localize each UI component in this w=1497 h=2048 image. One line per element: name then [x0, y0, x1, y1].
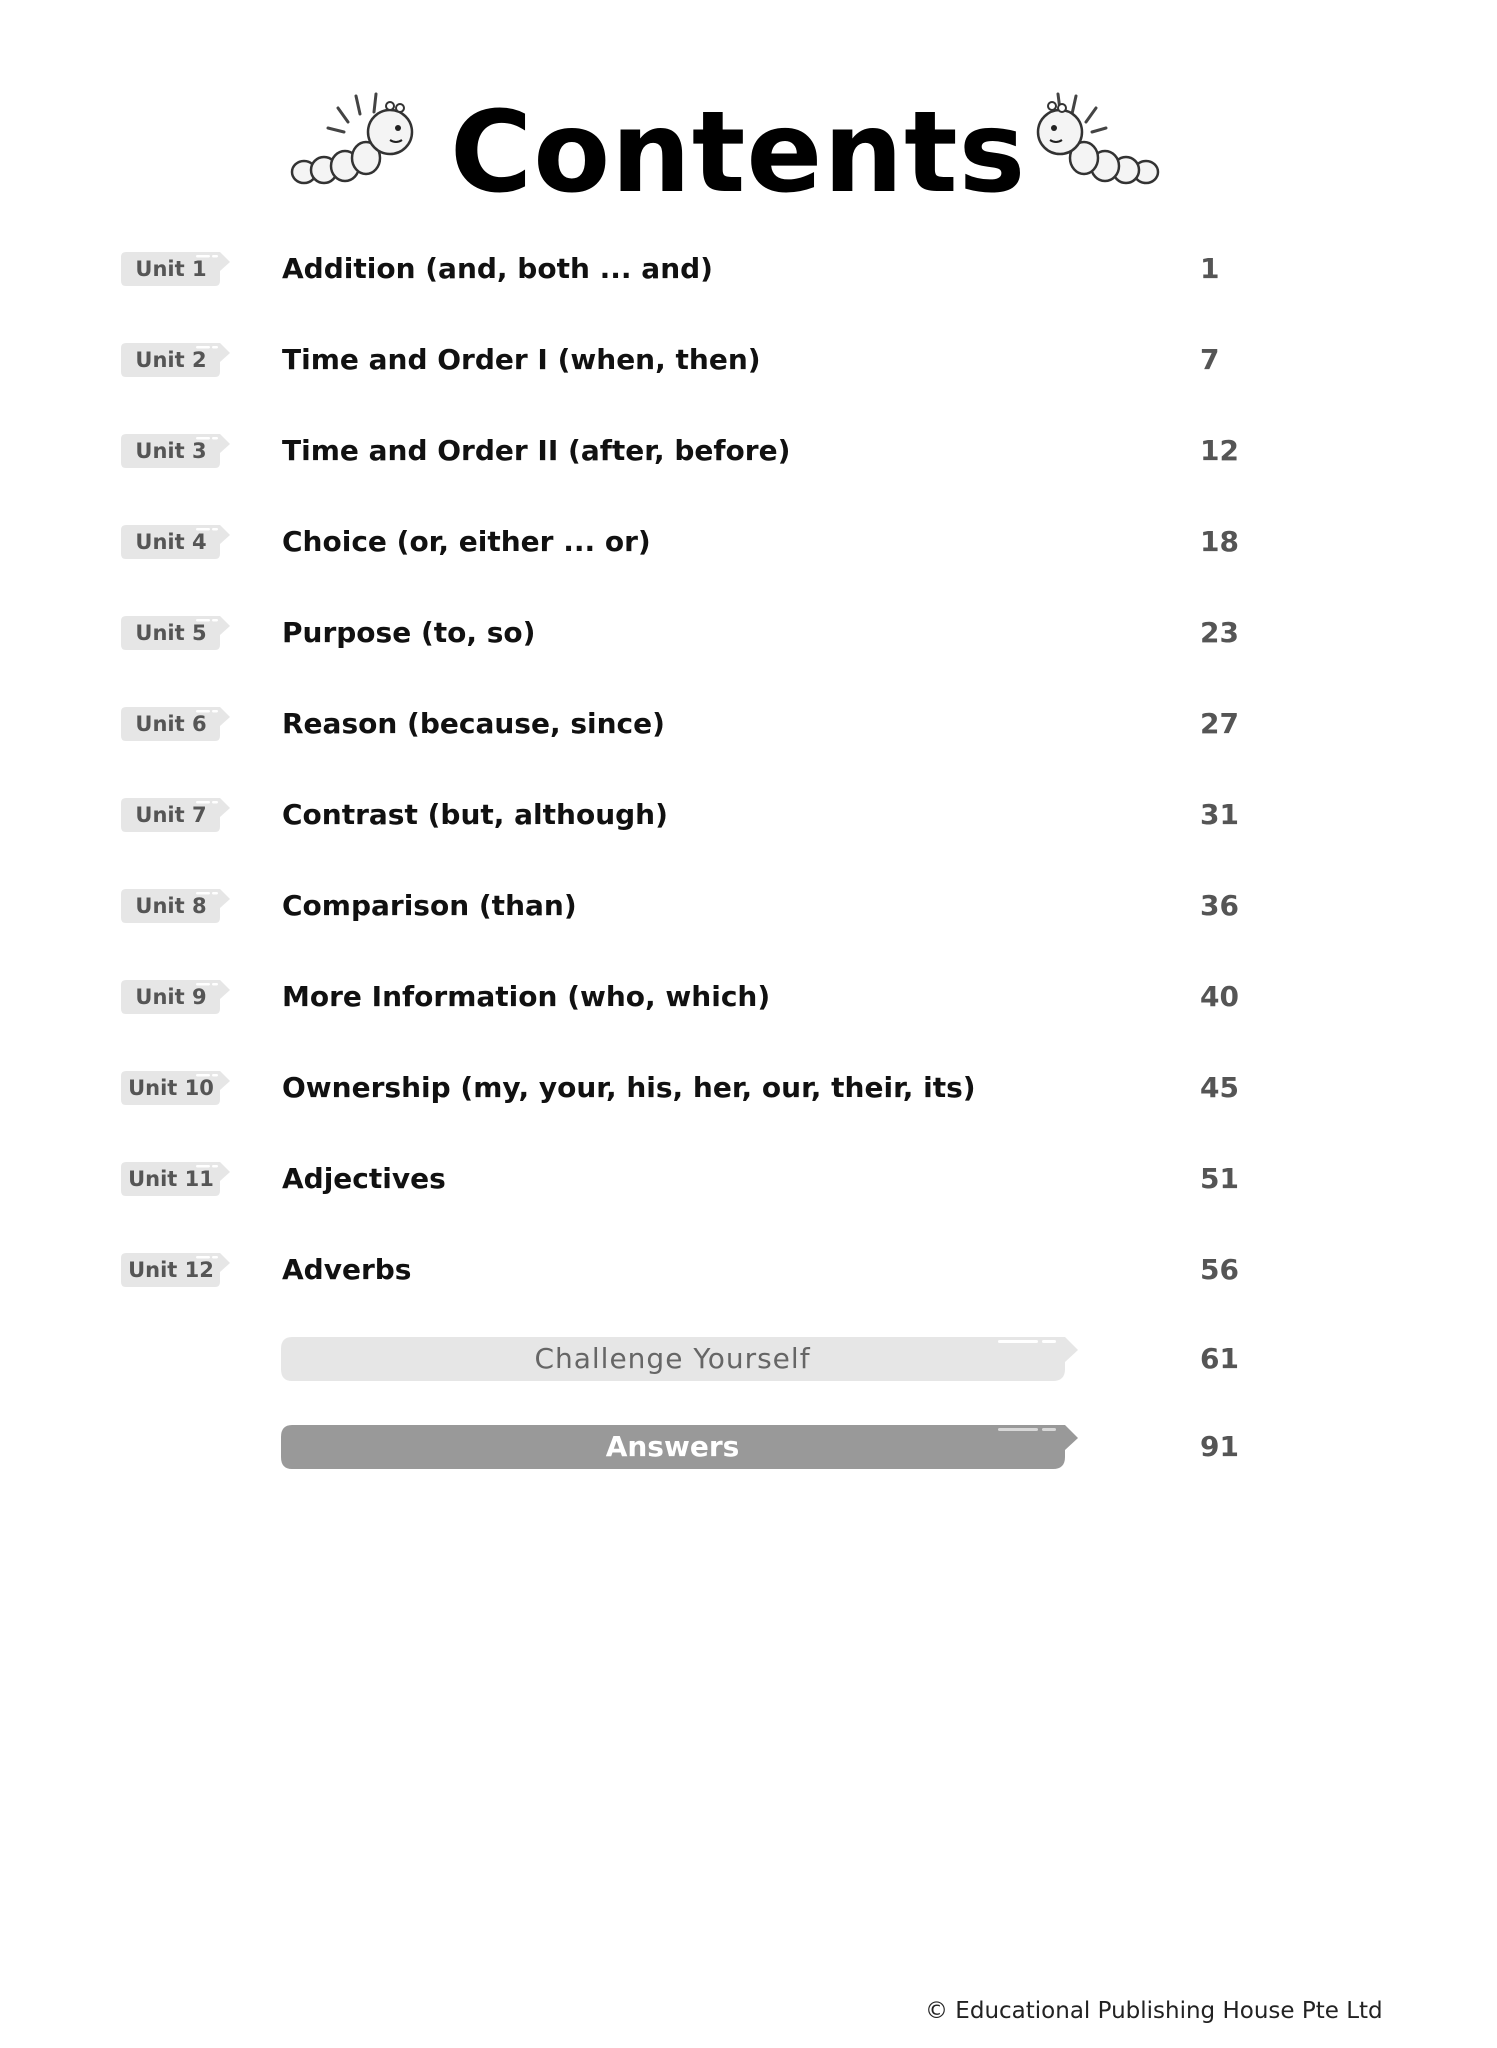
unit-number: Unit 6 [135, 712, 207, 736]
contents-row[interactable] [0, 421, 1497, 481]
unit-title: Time and Order I (when, then) [282, 343, 761, 376]
answers-page-number: 91 [1200, 1430, 1239, 1463]
unit-tab [120, 1252, 232, 1288]
unit-number: Unit 5 [135, 621, 207, 645]
unit-number: Unit 1 [135, 257, 207, 281]
unit-tab [120, 797, 232, 833]
contents-row[interactable] [0, 876, 1497, 936]
unit-number: Unit 12 [128, 1258, 214, 1282]
unit-number: Unit 11 [128, 1167, 214, 1191]
unit-title: Choice (or, either ... or) [282, 525, 651, 558]
contents-row[interactable] [0, 330, 1497, 390]
unit-number: Unit 10 [128, 1076, 214, 1100]
unit-title: Purpose (to, so) [282, 616, 536, 649]
unit-tab [120, 433, 232, 469]
unit-page-number: 51 [1200, 1162, 1239, 1195]
title-row [0, 88, 1497, 218]
contents-row[interactable] [0, 785, 1497, 845]
unit-page-number: 23 [1200, 616, 1239, 649]
unit-page-number: 7 [1200, 343, 1220, 376]
unit-page-number: 56 [1200, 1253, 1239, 1286]
unit-tab [120, 1070, 232, 1106]
contents-row[interactable] [0, 694, 1497, 754]
contents-row[interactable] [0, 967, 1497, 1027]
unit-page-number: 40 [1200, 980, 1239, 1013]
unit-title: Addition (and, both ... and) [282, 252, 713, 285]
copyright-notice: © Educational Publishing House Pte Ltd [925, 1998, 1383, 2024]
caterpillar-icon [290, 88, 420, 198]
unit-number: Unit 8 [135, 894, 207, 918]
unit-title: Ownership (my, your, his, her, our, their, its) [282, 1071, 976, 1104]
unit-title: More Information (who, which) [282, 980, 771, 1013]
challenge-label: Challenge Yourself [534, 1342, 811, 1375]
answers-entry[interactable] [280, 1424, 1080, 1470]
unit-page-number: 36 [1200, 889, 1239, 922]
unit-title: Adverbs [282, 1253, 412, 1286]
unit-tab [120, 524, 232, 560]
caterpillar-icon [1030, 88, 1160, 198]
unit-tab [120, 1161, 232, 1197]
unit-title: Contrast (but, although) [282, 798, 668, 831]
unit-title: Comparison (than) [282, 889, 577, 922]
unit-page-number: 1 [1200, 252, 1220, 285]
contents-row[interactable] [0, 1058, 1497, 1118]
challenge-page-number: 61 [1200, 1342, 1239, 1375]
contents-row[interactable] [0, 1240, 1497, 1300]
unit-tab [120, 615, 232, 651]
unit-page-number: 45 [1200, 1071, 1239, 1104]
unit-number: Unit 7 [135, 803, 207, 827]
unit-tab [120, 706, 232, 742]
contents-row[interactable] [0, 603, 1497, 663]
unit-page-number: 12 [1200, 434, 1239, 467]
contents-row[interactable] [0, 1149, 1497, 1209]
unit-number: Unit 4 [135, 530, 207, 554]
unit-title: Adjectives [282, 1162, 446, 1195]
unit-title: Time and Order II (after, before) [282, 434, 791, 467]
unit-page-number: 27 [1200, 707, 1239, 740]
unit-title: Reason (because, since) [282, 707, 665, 740]
unit-number: Unit 9 [135, 985, 207, 1009]
answers-label: Answers [605, 1430, 740, 1463]
unit-tab [120, 979, 232, 1015]
unit-tab [120, 251, 232, 287]
unit-number: Unit 2 [135, 348, 207, 372]
contents-row[interactable] [0, 512, 1497, 572]
unit-page-number: 18 [1200, 525, 1239, 558]
challenge-yourself-entry[interactable] [280, 1336, 1080, 1382]
contents-row[interactable] [0, 239, 1497, 299]
unit-page-number: 31 [1200, 798, 1239, 831]
unit-tab [120, 342, 232, 378]
unit-number: Unit 3 [135, 439, 207, 463]
unit-tab [120, 888, 232, 924]
page-title: Contents [450, 88, 1027, 218]
